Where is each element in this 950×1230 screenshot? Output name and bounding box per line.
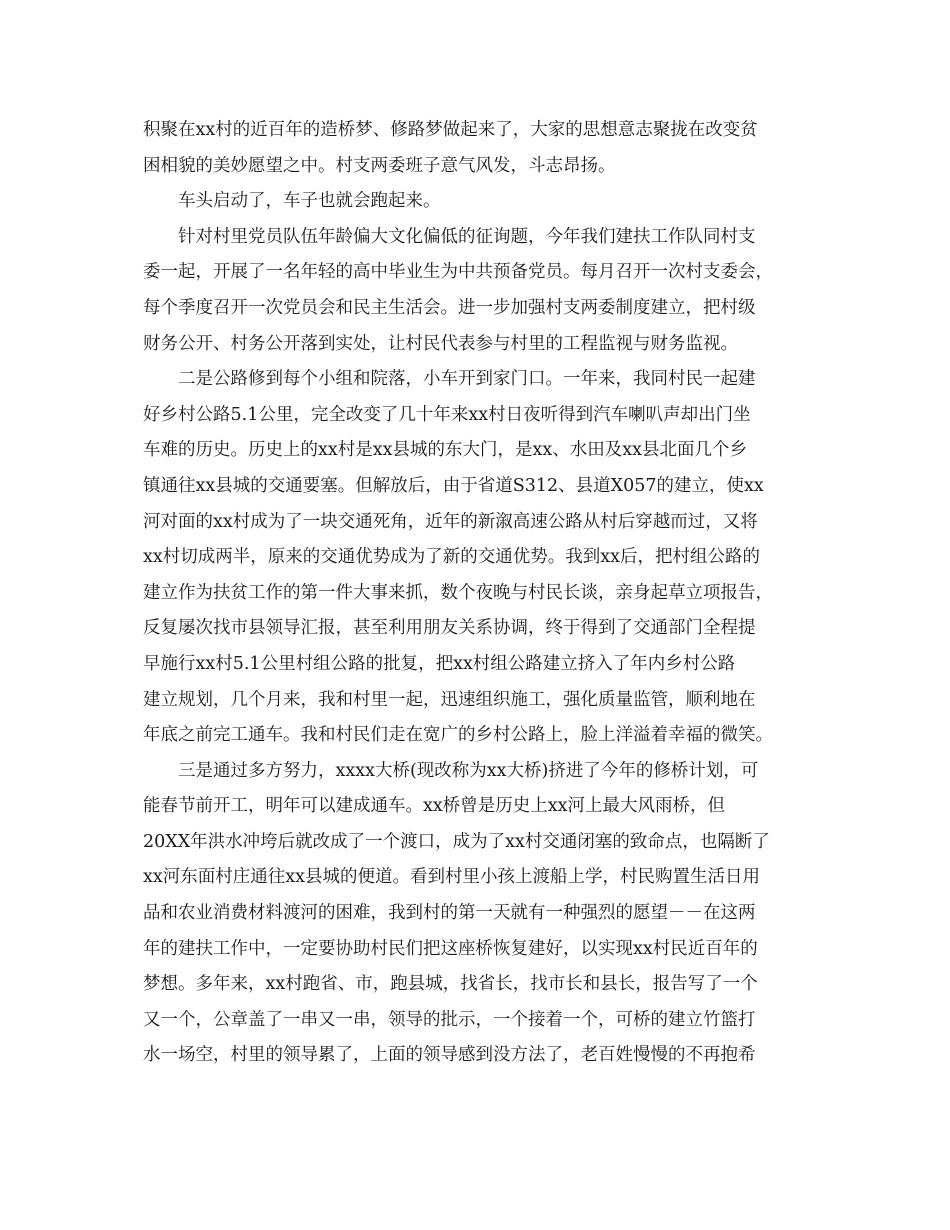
- text-line: 车难的历史。历史上的xx村是xx县城的东大门，是xx、水田及xx县北面几个乡: [143, 440, 747, 461]
- text-line: 好乡村公路5.1公里，完全改变了几十年来xx村日夜听得到汽车喇叭声却出门坐: [143, 404, 751, 425]
- text-line: 三是通过多方努力，xxxx大桥(现改称为xx大桥)挤进了今年的修桥计划，可: [178, 760, 759, 781]
- text-line: 能春节前开工，明年可以建成通车。xx桥曾是历史上xx河上最大风雨桥，但: [143, 796, 725, 817]
- text-line: 年底之前完工通车。我和村民们走在宽广的乡村公路上，脸上洋溢着幸福的微笑。: [143, 725, 773, 746]
- text-line: 又一个，公章盖了一串又一串，领导的批示，一个接着一个，可桥的建立竹篮打: [143, 1009, 756, 1030]
- paragraph-4: [143, 362, 813, 754]
- document-body: [143, 113, 813, 1074]
- text-line: 二是公路修到每个小组和院落，小车开到家门口。一年来，我同村民一起建: [178, 369, 756, 390]
- paragraph-2: [143, 184, 813, 220]
- text-line: 梦想。多年来，xx村跑省、市，跑县城，找省长，找市长和县长，报告写了一个: [143, 974, 758, 995]
- paragraph-1: [143, 113, 813, 184]
- text-line: 品和农业消费材料渡河的困难，我到村的第一天就有一种强烈的愿望－－在这两: [143, 903, 756, 924]
- text-line: xx村切成两半，原来的交通优势成为了新的交通优势。我到xx后，把村组公路的: [143, 547, 760, 568]
- text-line: 年的建扶工作中，一定要协助村民们把这座桥恢复建好，以实现xx村民近百年的: [143, 938, 758, 959]
- text-line: 财务公开、村务公开落到实处，让村民代表参与村里的工程监视与财务监视。: [143, 333, 738, 354]
- text-line: 建立作为扶贫工作的第一件大事来抓，数个夜晚与村民长谈，亲身起草立项报告，: [143, 582, 773, 603]
- text-line: 水一场空，村里的领导累了，上面的领导感到没方法了，老百姓慢慢的不再抱希: [143, 1045, 756, 1066]
- paragraph-5: [143, 754, 813, 1074]
- text-line: 委一起，开展了一名年轻的高中毕业生为中共预备党员。每月召开一次村支委会，: [143, 262, 773, 283]
- text-line: 20XX年洪水冲垮后就改成了一个渡口，成为了xx村交通闭塞的致命点，也隔断了: [143, 831, 770, 852]
- text-line: 积聚在xx村的近百年的造桥梦、修路梦做起来了，大家的思想意志聚拢在改变贫: [143, 120, 758, 140]
- text-line: 反复屡次找市县领导汇报，甚至利用朋友关系协调，终于得到了交通部门全程提: [143, 618, 756, 639]
- text-line: 车头启动了，车子也就会跑起来。: [178, 191, 441, 212]
- text-line: 每个季度召开一次党员会和民主生活会。进一步加强村支两委制度建立，把村级: [143, 297, 756, 318]
- text-line: xx河东面村庄通往xx县城的便道。看到村里小孩上渡船上学，村民购置生活日用: [143, 867, 760, 888]
- paragraph-3: [143, 220, 813, 362]
- text-line: 针对村里党员队伍年龄偏大文化偏低的征询题，今年我们建扶工作队同村支: [178, 226, 756, 247]
- text-line: 早施行xx村5.1公里村组公路的批复，把xx村组公路建立挤入了年内乡村公路: [143, 653, 736, 674]
- text-line: 镇通往xx县城的交通要塞。但解放后，由于省道S312、县道X057的建立，使xx: [143, 475, 764, 496]
- text-line: 河对面的xx村成为了一块交通死角，近年的新溆高速公路从村后穿越而过，又将: [143, 511, 758, 532]
- text-line: 困相貌的美妙愿望之中。村支两委班子意气风发，斗志昂扬。: [143, 155, 616, 176]
- text-line: 建立规划，几个月来，我和村里一起，迅速组织施工，强化质量监管，顺利地在: [143, 689, 756, 710]
